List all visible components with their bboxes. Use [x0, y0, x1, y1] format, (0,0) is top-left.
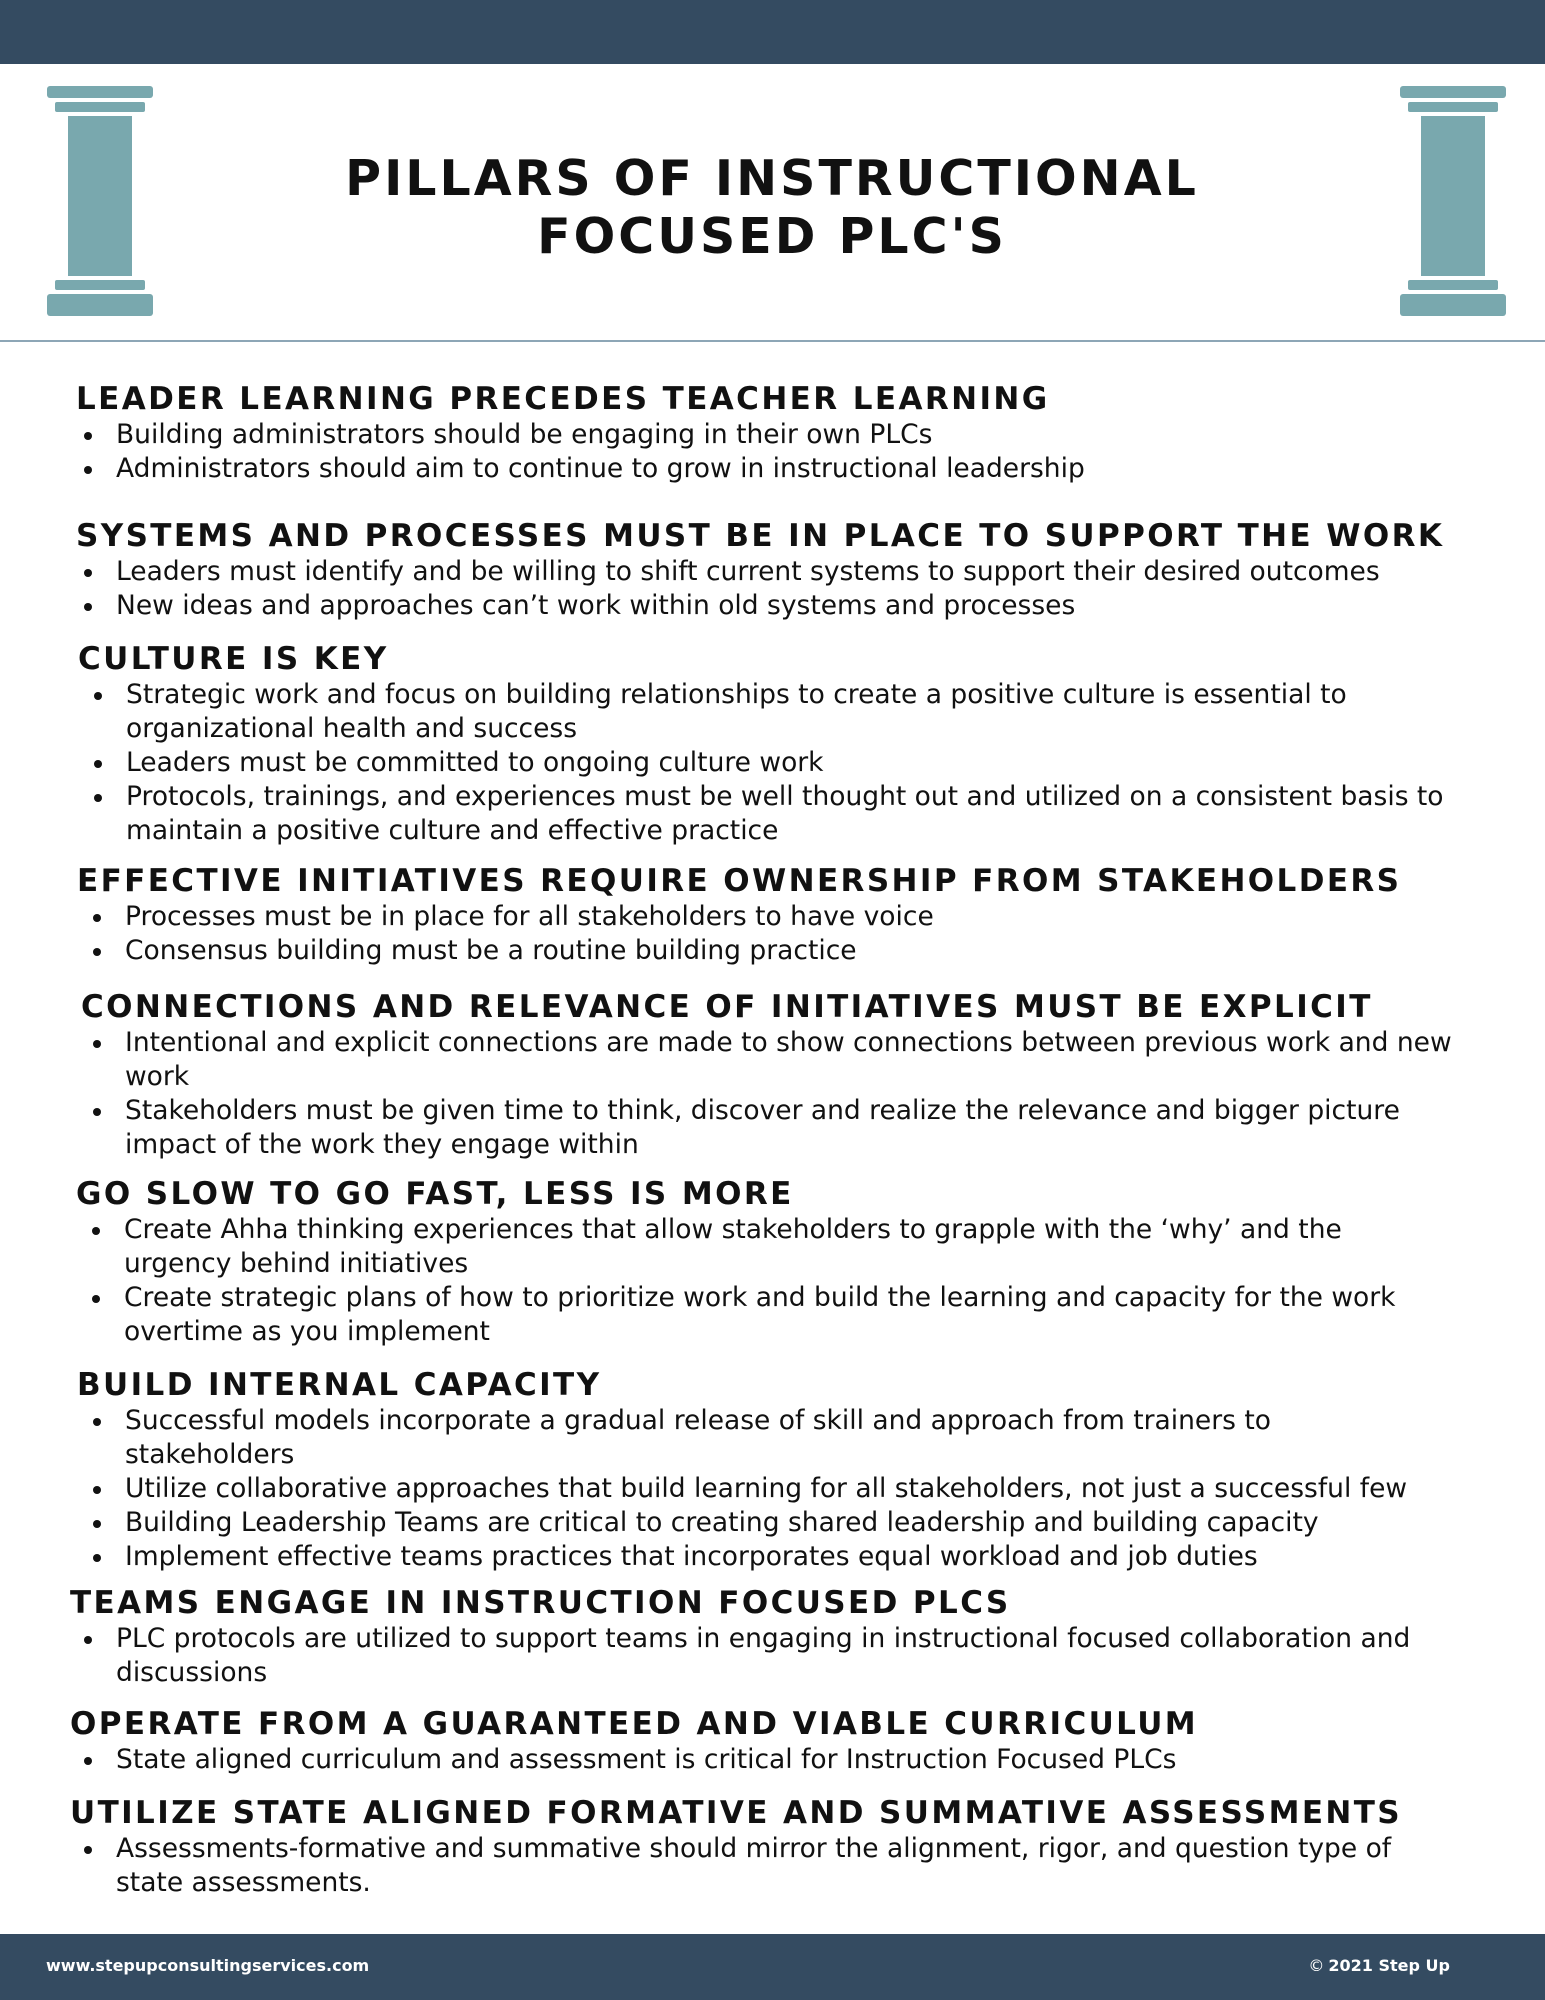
bullet-item: Protocols, trainings, and experiences must be well thought out and utilized on a consistent basis to maintain a positive culture and effective practice [86, 780, 1448, 848]
section-heading: TEAMS ENGAGE IN INSTRUCTION FOCUSED PLCS [70, 1585, 1011, 1621]
bullet-item: Strategic work and focus on building relationships to create a positive culture is essential to organizational health and success [86, 678, 1448, 746]
page-title-line-1: PILLARS OF INSTRUCTIONAL [345, 150, 1199, 207]
bullet-item: Assessments-formative and summative should mirror the alignment, rigor, and question type of state assessments. [76, 1832, 1450, 1900]
section-internal-capacity [77, 1366, 1447, 1574]
footer-bar [0, 1934, 1545, 2000]
section-state-assessments [70, 1794, 1450, 1900]
bullet-item: Administrators should aim to continue to grow in instructional leadership [76, 452, 1085, 486]
bullet-item: Processes must be in place for all stakeholders to have voice [85, 900, 1401, 934]
pillar-icon [45, 86, 155, 316]
section-heading: LEADER LEARNING PRECEDES TEACHER LEARNING [76, 381, 1050, 417]
bullet-item: Create strategic plans of how to prioritize work and build the learning and capacity for the work overtime as you implement [84, 1281, 1446, 1349]
section-teams-engage [70, 1584, 1450, 1690]
bullet-item: Intentional and explicit connections are made to show connections between previous work and new work [85, 1026, 1481, 1094]
section-heading: BUILD INTERNAL CAPACITY [77, 1367, 602, 1403]
section-effective-initiatives [77, 862, 1401, 968]
bullet-item: Building administrators should be engaging in their own PLCs [76, 418, 1085, 452]
bullet-item: State aligned curriculum and assessment is critical for Instruction Focused PLCs [76, 1743, 1198, 1777]
section-heading: CONNECTIONS AND RELEVANCE OF INITIATIVES MUST BE EXPLICIT [81, 989, 1373, 1025]
section-go-slow [76, 1175, 1446, 1349]
page-title-line-2: FOCUSED PLC'S [537, 208, 1007, 265]
bullet-item: Create Ahha thinking experiences that allow stakeholders to grapple with the ‘why’ and the urgency behind initiatives [84, 1213, 1446, 1281]
top-bar [0, 0, 1545, 64]
section-systems-processes [76, 517, 1444, 623]
copyright-icon: © [1308, 1956, 1325, 1975]
header-divider [0, 340, 1545, 342]
page-title [272, 150, 1272, 266]
bullet-item: PLC protocols are utilized to support teams in engaging in instructional focused collaboration and discussions [76, 1622, 1450, 1690]
bullet-item: New ideas and approaches can’t work within old systems and processes [76, 589, 1444, 623]
section-heading: OPERATE FROM A GUARANTEED AND VIABLE CURRICULUM [70, 1706, 1199, 1742]
bullet-item: Leaders must be committed to ongoing culture work [86, 746, 1448, 780]
section-heading: CULTURE IS KEY [78, 641, 389, 677]
section-guaranteed-curriculum [70, 1705, 1198, 1777]
section-heading: EFFECTIVE INITIATIVES REQUIRE OWNERSHIP FROM STAKEHOLDERS [77, 863, 1402, 899]
bullet-item: Implement effective teams practices that incorporates equal workload and job duties [85, 1540, 1447, 1574]
section-connections-relevance [81, 988, 1481, 1162]
copyright-text: 2021 Step Up [1328, 1956, 1450, 1975]
section-heading: UTILIZE STATE ALIGNED FORMATIVE AND SUMMATIVE ASSESSMENTS [70, 1795, 1403, 1831]
bullet-item: Stakeholders must be given time to think, discover and realize the relevance and bigger picture impact of the work they engage within [85, 1094, 1481, 1162]
bullet-item: Building Leadership Teams are critical to creating shared leadership and building capacity [85, 1506, 1447, 1540]
section-culture [78, 640, 1448, 848]
section-heading: SYSTEMS AND PROCESSES MUST BE IN PLACE TO SUPPORT THE WORK [76, 518, 1445, 554]
bullet-item: Successful models incorporate a gradual release of skill and approach from trainers to stakeholders [85, 1404, 1447, 1472]
section-heading: GO SLOW TO GO FAST, LESS IS MORE [76, 1176, 794, 1212]
pillar-icon [1398, 86, 1508, 316]
bullet-item: Utilize collaborative approaches that build learning for all stakeholders, not just a successful few [85, 1472, 1447, 1506]
bullet-item: Leaders must identify and be willing to shift current systems to support their desired outcomes [76, 555, 1444, 589]
footer-website-link[interactable]: www.stepupconsultingservices.com [46, 1956, 370, 1975]
bullet-item: Consensus building must be a routine building practice [85, 934, 1401, 968]
footer-copyright [1308, 1956, 1450, 1975]
section-leader-learning [76, 380, 1085, 486]
